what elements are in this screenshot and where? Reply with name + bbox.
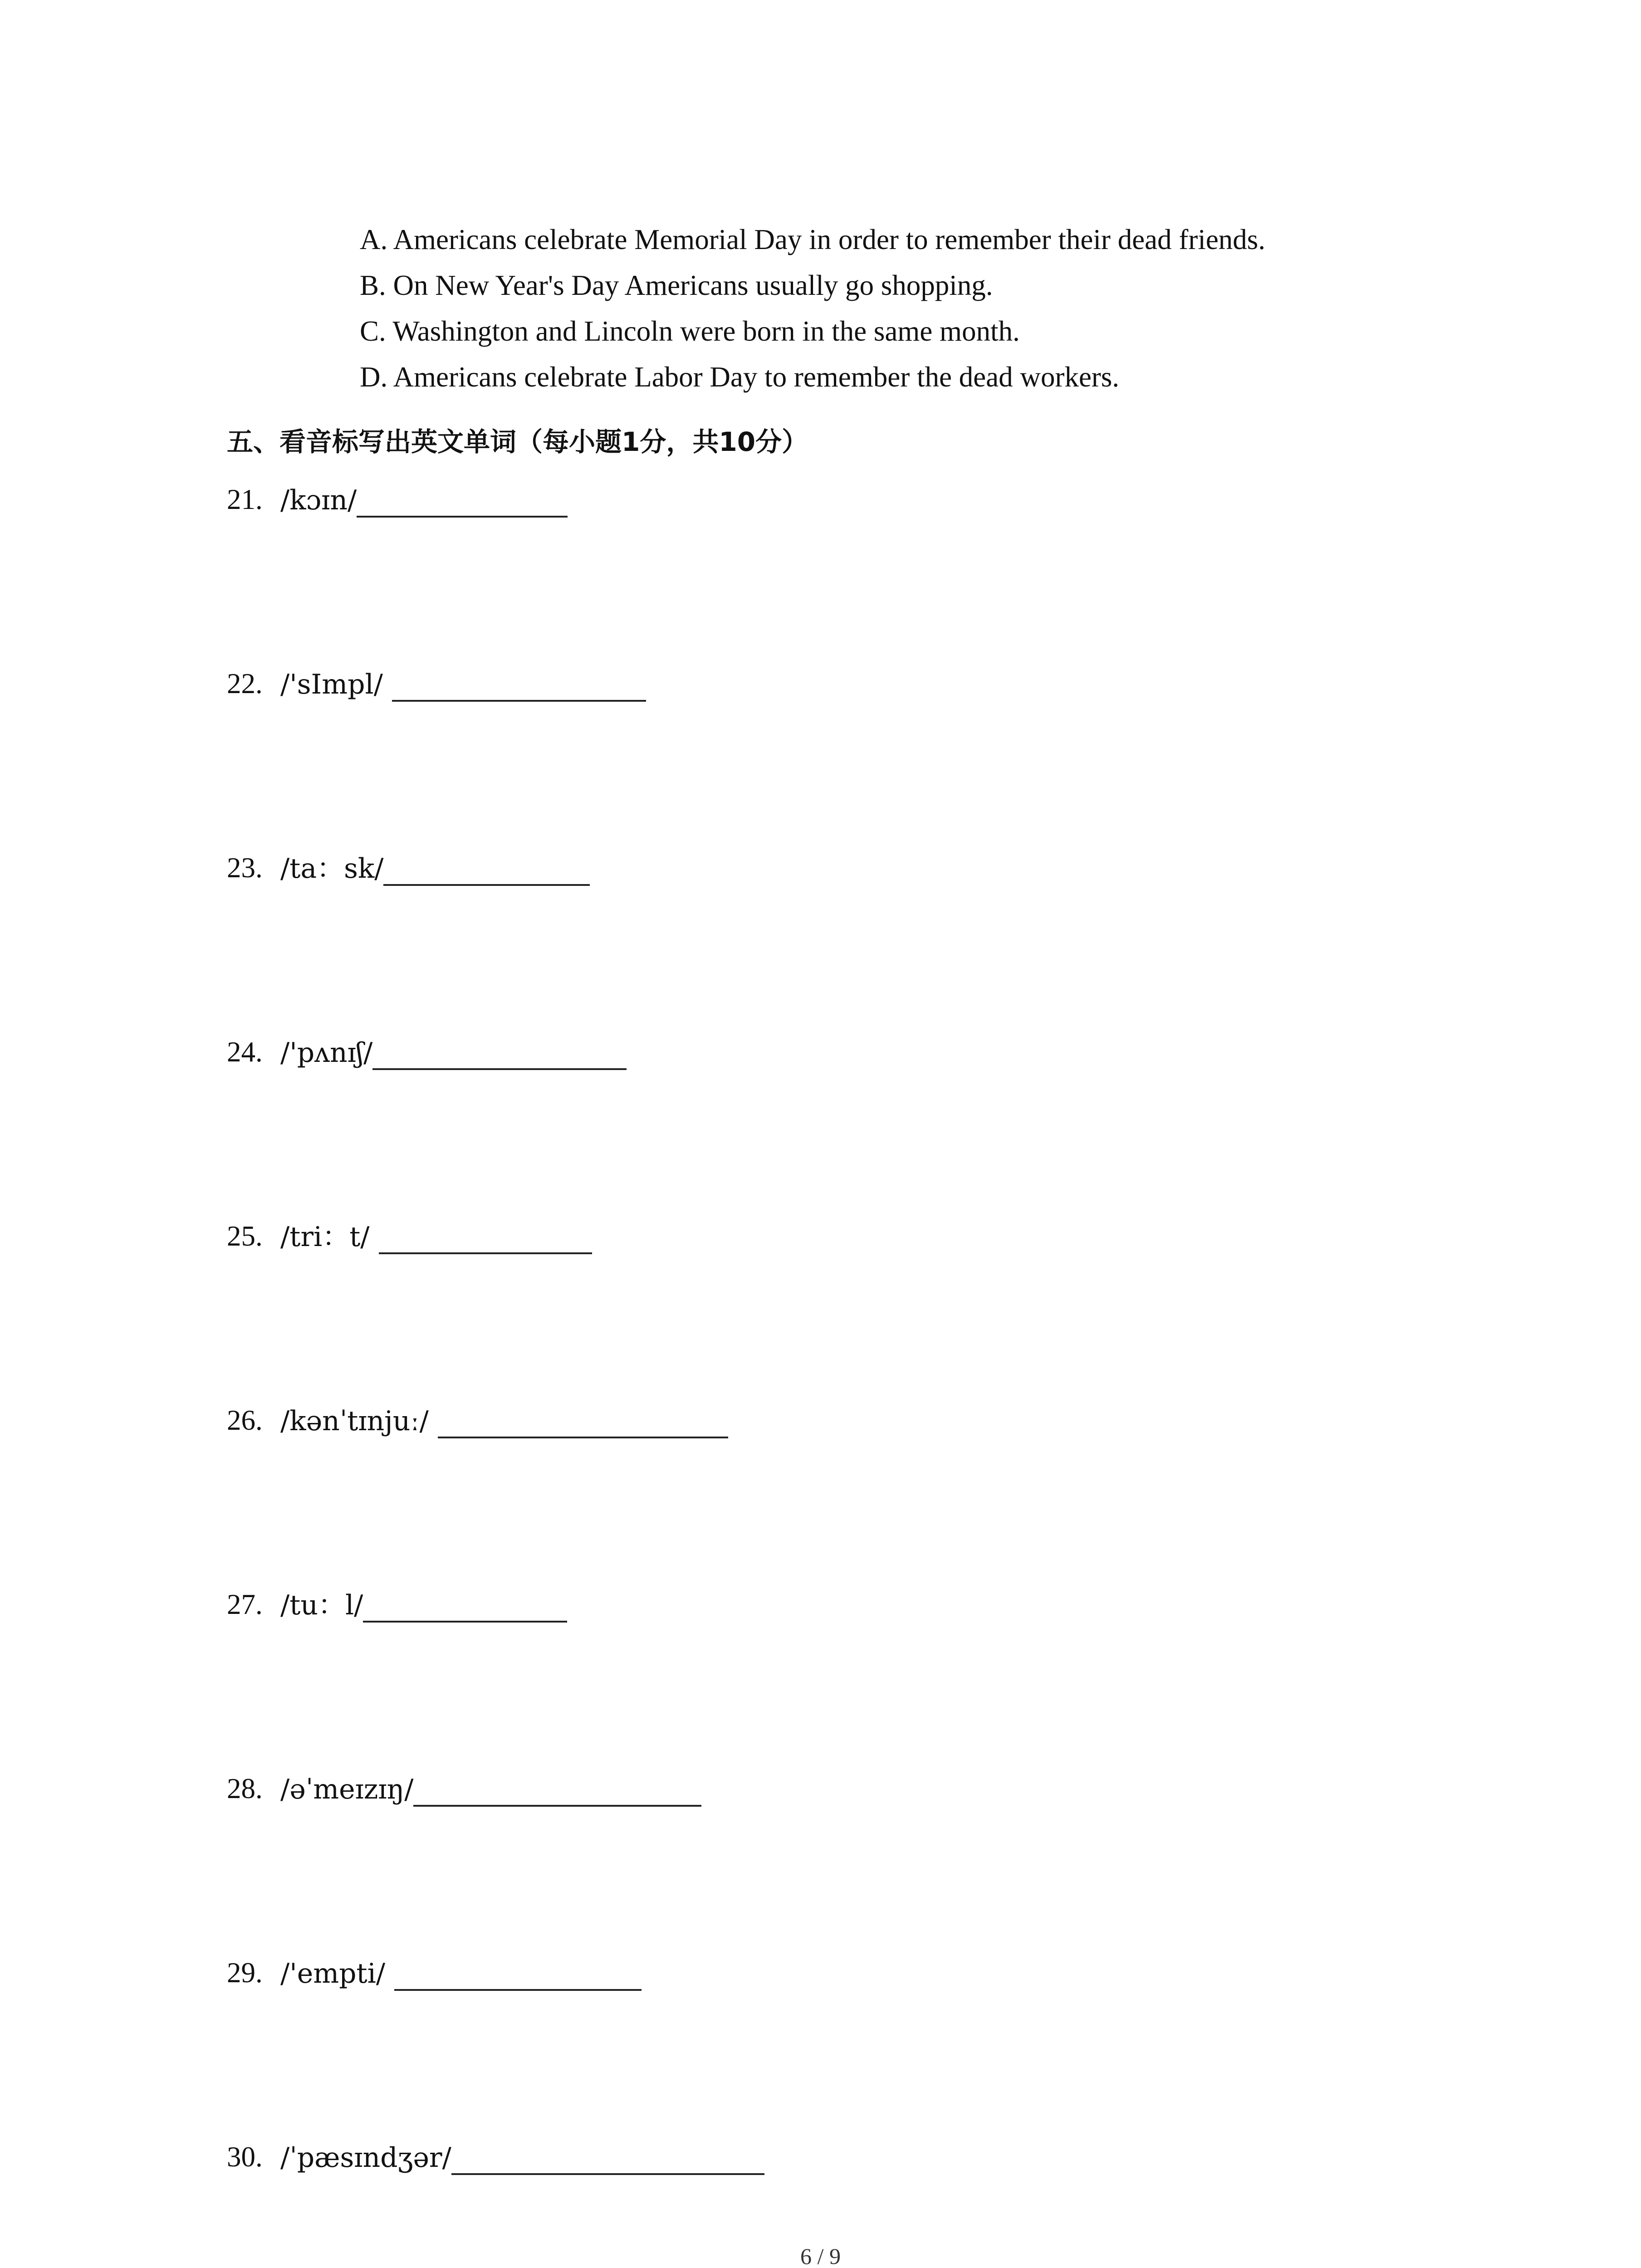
question-number: 25. — [227, 1220, 263, 1252]
question-number: 24. — [227, 1036, 263, 1068]
phonetic-transcription: /tu：l/ — [280, 1589, 363, 1621]
question-number: 23. — [227, 852, 263, 884]
phonetic-transcription: /ta：sk/ — [280, 853, 384, 885]
answer-blank[interactable] — [357, 515, 568, 518]
phonetic-transcription: /'sImpl/ — [280, 669, 383, 700]
answer-blank[interactable] — [413, 1804, 701, 1807]
answer-blank[interactable] — [372, 1068, 627, 1070]
question-26 — [227, 1406, 728, 1435]
option-a: A. Americans celebrate Memorial Day in order to remember their dead friends. — [360, 224, 1265, 255]
page-number: 6 / 9 — [800, 2244, 841, 2268]
option-d: D. Americans celebrate Labor Day to remember the dead workers. — [360, 361, 1120, 393]
question-24 — [227, 1036, 627, 1069]
answer-blank[interactable] — [394, 1989, 642, 1991]
question-30 — [227, 2141, 764, 2174]
question-29 — [227, 1959, 642, 1987]
question-28 — [227, 1774, 701, 1803]
question-number: 26. — [227, 1404, 263, 1436]
question-number: 27. — [227, 1589, 263, 1620]
phonetic-transcription: /ˈpæsɪndʒər/ — [280, 2142, 451, 2174]
phonetic-transcription: /kɔɪn/ — [280, 484, 357, 516]
phonetic-transcription: /tri：t/ — [280, 1221, 370, 1253]
option-c: C. Washington and Lincoln were born in the same month. — [360, 315, 1020, 347]
question-23 — [227, 852, 590, 885]
question-number: 29. — [227, 1957, 263, 1989]
phonetic-transcription: /'pʌnɪʃ/ — [280, 1037, 373, 1069]
question-25 — [227, 1222, 592, 1251]
answer-blank[interactable] — [363, 1620, 567, 1623]
answer-blank[interactable] — [379, 1252, 592, 1254]
question-21 — [227, 485, 568, 514]
answer-blank[interactable] — [451, 2173, 764, 2175]
answer-blank[interactable] — [392, 699, 646, 702]
question-number: 30. — [227, 2141, 263, 2173]
phonetic-transcription: /kənˈtɪnjuː/ — [280, 1405, 429, 1437]
section-heading: 五、看音标写出英文单词（每小题1分，共10分） — [227, 426, 808, 457]
question-number: 28. — [227, 1773, 263, 1804]
phonetic-transcription: /əˈmeɪzɪŋ/ — [280, 1774, 414, 1805]
question-number: 21. — [227, 484, 263, 515]
question-number: 22. — [227, 668, 263, 699]
option-b: B. On New Year's Day Americans usually go shopping. — [360, 269, 993, 301]
question-27 — [227, 1590, 567, 1619]
phonetic-transcription: /'empti/ — [280, 1958, 386, 1989]
question-22 — [227, 670, 646, 698]
answer-blank[interactable] — [383, 884, 590, 886]
answer-blank[interactable] — [438, 1436, 728, 1438]
